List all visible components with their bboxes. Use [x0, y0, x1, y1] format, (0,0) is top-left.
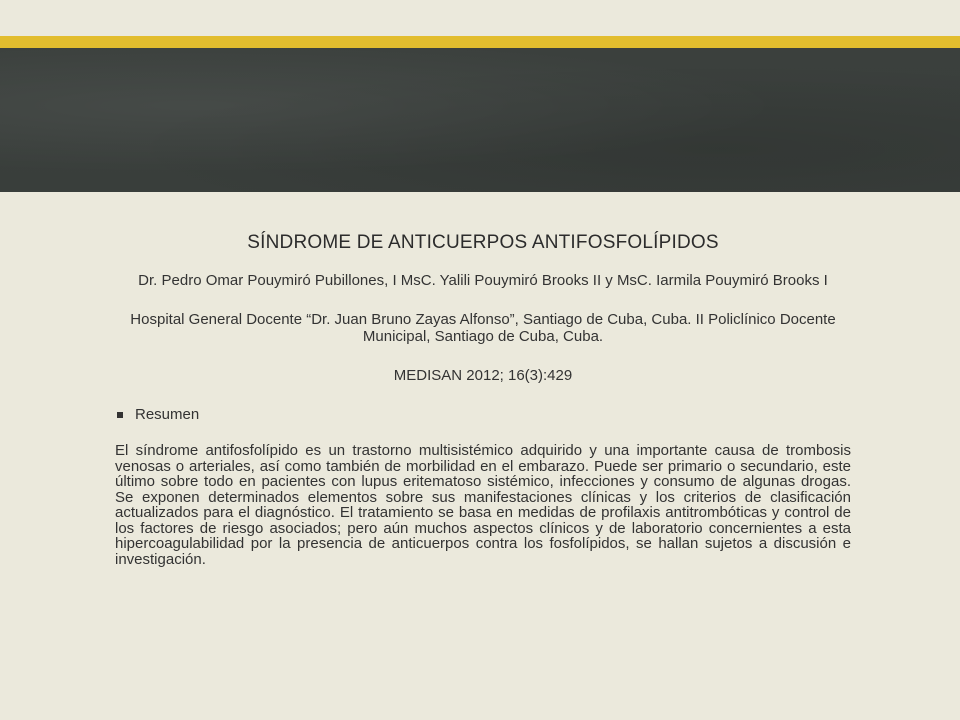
accent-bar: [0, 36, 960, 48]
citation-line: MEDISAN 2012; 16(3):429: [393, 367, 573, 384]
header-band: [0, 48, 960, 192]
section-heading-row: [115, 406, 851, 423]
slide-content: [115, 232, 851, 567]
top-margin: [0, 0, 960, 36]
affiliation-line: Hospital General Docente “Dr. Juan Bruno Zayas Alfonso”, Santiago de Cuba, Cuba. II Policlínico Docente Municipal, Santiago de Cuba, Cuba.: [130, 311, 836, 345]
abstract-paragraph: El síndrome antifosfolípido es un trastorno multisistémico adquirido y una importante causa de trombosis venosas o arteriales, así como también de morbilidad en el embarazo. Puede ser primario o secundario, este último sobre todo en pacientes con lupus eritematoso sistémico, infecciones y consumo de algunas drogas. Se exponen determinados elementos sobre sus manifestaciones clínicas y los criterios de clasificación actualizados para el diagnóstico. El tratamiento se basa en medidas de profilaxis antitrombóticas y control de los factores de riesgo asociados; pero aún muchos aspectos clínicos y de laboratorio concernientes a esta hipercoagulabilidad por la presencia de anticuerpos contra los fosfolípidos, se hallan sujetos a discusión e investigación.: [115, 442, 851, 568]
section-label: Resumen: [135, 406, 200, 423]
authors-line: Dr. Pedro Omar Pouymiró Pubillones, I MsC. Yalili Pouymiró Brooks II y MsC. Iarmila Pouymiró Brooks I: [138, 272, 828, 289]
slide-title: SÍNDROME DE ANTICUERPOS ANTIFOSFOLÍPIDOS: [247, 232, 719, 253]
square-bullet-icon: [117, 412, 123, 418]
